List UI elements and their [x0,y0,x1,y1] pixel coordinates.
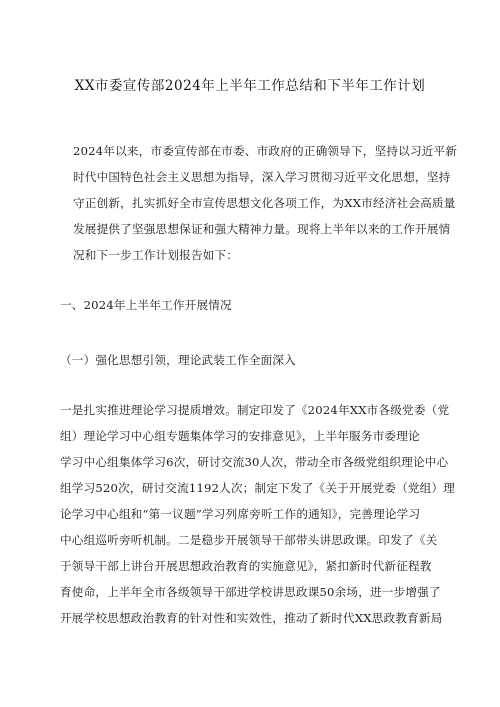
section1-line: 开展学校思想政治教育的针对性和实效性，推动了新时代XX思政教育新局 [60,611,443,625]
section1-line: 育使命，上半年全市各级领导干部进学校讲思政课50余场，进一步增强了 [60,585,441,599]
section1-line: 论学习中心组和“第一议题”学习列席旁听工作的通知》，完善理论学习 [60,507,421,521]
intro-line: 发展提供了坚强思想保证和强大精神力量。现将上半年以来的工作开展情 [73,222,451,236]
intro-paragraph [73,138,458,268]
document-title: XX市委宣传部2024年上半年工作总结和下半年工作计划 [74,78,426,94]
section1-paragraph [60,397,456,631]
section1-line: 组学习520次，研讨交流1192人次；制定下发了《关于开展党委（党组）理 [60,481,456,495]
intro-line: 2024年以来，市委宣传部在市委、市政府的正确领导下，坚持以习近平新 [73,144,458,158]
section1-line: 组）理论学习中心组专题集体学习的安排意见》，上半年服务市委理论 [60,429,420,443]
intro-line: 况和下一步工作计划报告如下： [73,248,239,262]
section1-line: 中心组巡听旁听机制。二是稳步开展领导干部带头讲思政课。印发了《关 [60,533,438,547]
section1-line: 一是扎实推进理论学习提质增效。制定印发了《2024年XX市各级党委（党 [60,403,450,417]
intro-line: 守正创新，扎实抓好全市宣传思想文化各项工作，为XX市经济社会高质量 [73,196,456,210]
section-heading-1: 一、2024年上半年工作开展情况 [60,298,232,312]
section1-line: 于领导干部上讲台开展思想政治教育的实施意见》，紧扣新时代新征程教 [60,559,432,573]
subsection-heading-1: （一）强化思想引领，理论武装工作全面深入 [60,353,296,367]
section1-line: 学习中心组集体学习6次，研讨交流30人次，带动全市各级党组织理论中心 [60,455,449,469]
intro-line: 时代中国特色社会主义思想为指导，深入学习贯彻习近平文化思想，坚持 [73,170,451,184]
